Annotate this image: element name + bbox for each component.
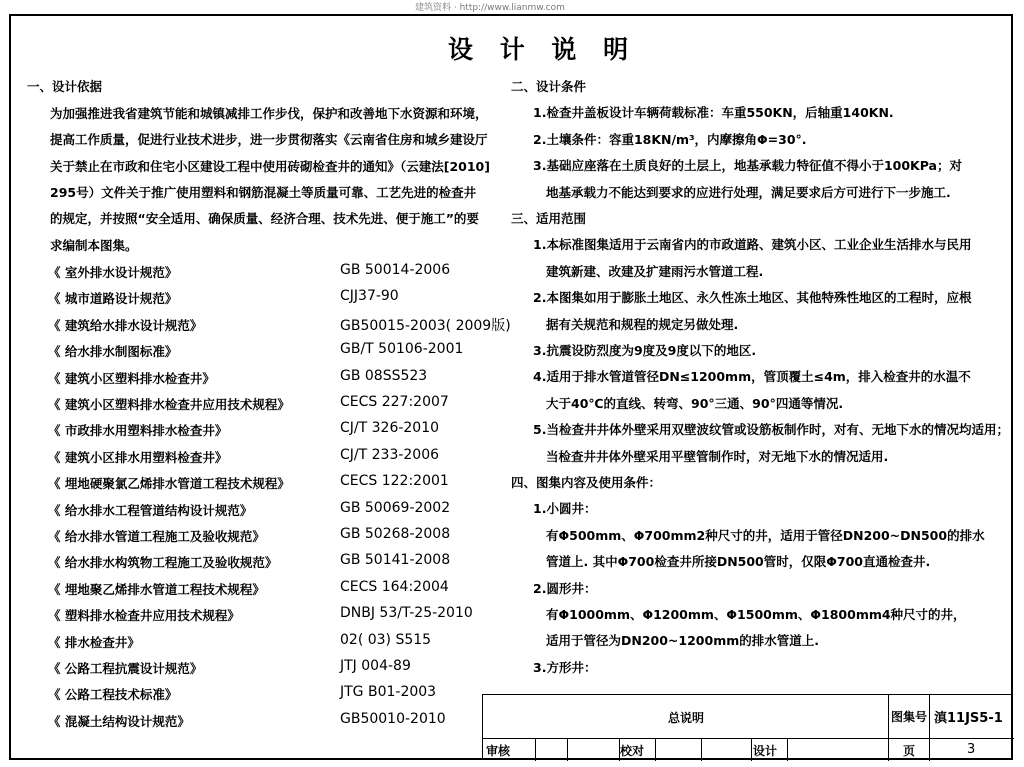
- standard-code: GB50015-2003( 2009版): [340, 317, 511, 334]
- drawing-name: 总说明: [668, 711, 705, 725]
- page-title: 设 计 说 明: [448, 35, 638, 64]
- standard-name: 《 公路工程抗震设计规范》: [48, 661, 203, 676]
- standard-code: GB 08SS523: [340, 367, 428, 384]
- watermark: 建筑资料 · http://www.lianmw.com: [415, 3, 565, 13]
- paragraph-line: 的规定，并按照“安全适用、确保质量、经济合理、技术先进、便于施工”的要: [50, 211, 479, 227]
- text-line: 2.本图集如用于膨胀土地区、永久性冻土地区、其他特殊性地区的工程时，应根: [533, 290, 972, 306]
- standard-name: 《 室外排水设计规范》: [48, 265, 178, 280]
- paragraph-line: 为加强推进我省建筑节能和城镇减排工作步伐，保护和改善地下水资源和环境，: [50, 106, 488, 121]
- text-line: 有Φ1000mm、Φ1200mm、Φ1500mm、Φ1800mm4种尺寸的井，: [546, 607, 966, 622]
- standard-name: 《 给水排水管道工程施工及验收规范》: [48, 529, 265, 544]
- standard-name: 《 给水排水工程管道结构设计规范》: [48, 502, 253, 518]
- section-heading: 三、适用范围: [511, 211, 587, 226]
- paragraph-line: 提高工作质量，促进行业技术进步，进一步贯彻落实《云南省住房和城乡建设厅: [50, 132, 488, 148]
- standard-name: 《 公路工程技术标准》: [48, 687, 178, 703]
- paragraph-line: 295号）文件关于推广使用塑料和钢筋混凝土等质量可靠、工艺先进的检查井: [50, 184, 477, 200]
- standard-code: CECS 122:2001: [340, 473, 449, 490]
- text-line: 地基承载力不能达到要求的应进行处理，满足要求后方可进行下一步施工.: [546, 184, 951, 200]
- standard-code: JTJ 004-89: [340, 658, 411, 674]
- section-heading: 四、图集内容及使用条件：: [511, 475, 662, 490]
- standard-name: 《 建筑小区排水用塑料检查井》: [48, 449, 228, 465]
- standard-name: 《 建筑小区塑料排水检查井》: [48, 370, 215, 386]
- standard-name: 《 建筑给水排水设计规范》: [48, 317, 203, 333]
- text-line: 3.抗震设防烈度为9度及9度以下的地区.: [533, 343, 757, 358]
- standard-code: CJ/T 326-2010: [340, 420, 440, 437]
- page-number: 3: [967, 742, 976, 757]
- standard-name: 《 给水排水制图标准》: [48, 344, 178, 360]
- standard-code: GB50010-2010: [340, 710, 446, 727]
- text-line: 2.土壤条件：容重18KN/m³，内摩擦角Φ=30°.: [533, 131, 807, 147]
- text-line: 3.方形井：: [533, 659, 597, 675]
- paragraph-line: 求编制本图集。: [50, 237, 138, 253]
- section-heading-design-basis: 一、设计依据: [27, 79, 103, 94]
- text-line: 建筑新建、改建及扩建雨污水管道工程.: [546, 263, 764, 279]
- drawing-frame: [9, 14, 1013, 760]
- text-line: 1.本标准图集适用于云南省内的市政道路、建筑小区、工业企业生活排水与民用: [533, 237, 972, 253]
- text-line: 1.小圆井：: [533, 501, 597, 517]
- standard-name: 《 建筑小区塑料排水检查井应用技术规程》: [48, 397, 290, 412]
- text-line: 2.圆形井：: [533, 580, 597, 596]
- check-label: 校对: [620, 744, 645, 758]
- text-line: 1.检查井盖板设计车辆荷载标准：车重550KN，后轴重140KN.: [533, 105, 894, 121]
- standard-name: 《 排水检查井》: [48, 634, 140, 650]
- title-block: [482, 694, 1013, 760]
- standard-code: GB 50069-2002: [340, 499, 451, 516]
- standard-code: JTG B01-2003: [340, 684, 437, 701]
- standard-name: 《 塑料排水检查井应用技术规程》: [48, 608, 240, 624]
- standard-name: 《 埋地聚乙烯排水管道工程技术规程》: [48, 581, 265, 597]
- text-line: 大于40℃的直线、转弯、90°三通、90°四通等情况.: [546, 395, 844, 411]
- standard-code: GB 50014-2006: [340, 262, 451, 278]
- text-line: 适用于管径为DN200~1200mm的排水管道上.: [546, 633, 819, 649]
- paragraph-line: 关于禁止在市政和住宅小区建设工程中使用砖砌检查井的通知》（云建法[2010]: [50, 158, 490, 174]
- atlas-number: 滇11JS5-1: [934, 711, 1003, 726]
- text-line: 有Φ500mm、Φ700mm2种尺寸的井，适用于管径DN200~DN500的排水: [546, 527, 985, 543]
- design-label: 设计: [753, 744, 778, 758]
- standard-name: 《 给水排水构筑物工程施工及验收规范》: [48, 555, 278, 571]
- standard-name: 《 混凝土结构设计规范》: [48, 713, 190, 729]
- text-line: 当检查井井体外壁采用平壁管制作时，对无地下水的情况适用.: [546, 448, 889, 464]
- standard-code: CJJ37-90: [340, 288, 399, 305]
- standard-code: CJ/T 233-2006: [340, 446, 440, 463]
- standard-name: 《 城市道路设计规范》: [48, 291, 178, 307]
- text-line: 5.当检查井井体外壁采用双壁波纹管或设筋板制作时，对有、无地下水的情况均适用；: [533, 422, 1009, 438]
- standard-code: GB/T 50106-2001: [340, 341, 464, 358]
- text-line: 据有关规范和规程的规定另做处理.: [546, 316, 739, 332]
- section-heading: 二、设计条件: [511, 79, 587, 94]
- page-label: 页: [903, 744, 916, 758]
- standard-code: GB 50268-2008: [340, 526, 451, 542]
- atlas-label: 图集号: [891, 710, 928, 724]
- review-label: 审核: [486, 744, 511, 758]
- standard-name: 《 市政排水用塑料排水检查井》: [48, 423, 228, 439]
- text-line: 3.基础应座落在土质良好的土层上，地基承载力特征值不得小于100KPa；对: [533, 158, 962, 174]
- standard-code: CECS 227:2007: [340, 394, 449, 410]
- standard-name: 《 埋地硬聚氯乙烯排水管道工程技术规程》: [48, 476, 290, 492]
- standard-code: CECS 164:2004: [340, 578, 449, 595]
- text-line: 管道上. 其中Φ700检查井所接DN500管时，仅限Φ700直通检查井.: [546, 554, 931, 570]
- standard-code: 02( 03) S515: [340, 631, 432, 648]
- text-line: 4.适用于排水管道管径DN≤1200mm，管顶覆土≤4m，排入检查井的水温不: [533, 369, 971, 385]
- standard-code: DNBJ 53/T-25-2010: [340, 605, 473, 622]
- standard-code: GB 50141-2008: [340, 552, 451, 569]
